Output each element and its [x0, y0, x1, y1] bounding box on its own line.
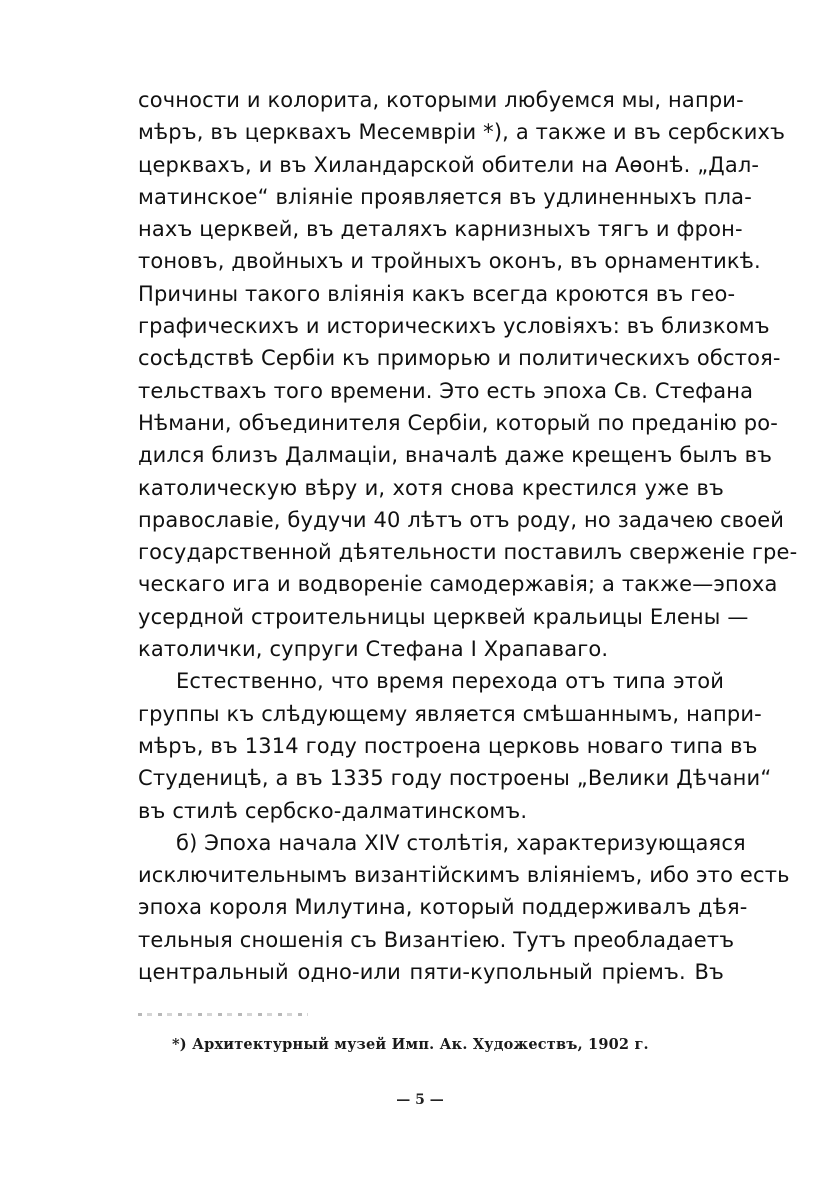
- text-line: б) Эпоха начала XIV столѣтія, характеризующаяся: [176, 830, 746, 855]
- text-line: мѣръ, въ церквахъ Месемвріи *), а также и въ сербскихъ: [138, 120, 786, 145]
- text-line: Естественно, что время перехода отъ типа этой: [176, 669, 724, 694]
- text-line: ческаго ига и водвореніе самодержавія; а также—эпоха: [138, 572, 778, 597]
- text-line: сочности и колорита, которыми любуемся мы, напри-: [138, 88, 744, 112]
- text-line: группы къ слѣдующему является смѣшаннымъ, напри-: [138, 701, 762, 726]
- text-line: тельствахъ того времени. Это есть эпоха Св. Стефана: [138, 378, 754, 403]
- scan-artifact: [138, 1013, 308, 1016]
- text-line: Нѣмани, объединителя Сербіи, который по преданію ро-: [138, 410, 778, 435]
- footnote: *) Архитектурный музей Имп. Ак. Художествъ, 1902 г.: [172, 1036, 649, 1053]
- text-line: эпоха короля Милутина, который поддерживалъ дѣя-: [138, 895, 748, 920]
- text-line: центральный одно-или пяти-купольный пріемъ. Въ: [138, 960, 724, 985]
- text-line: Причины такого вліянія какъ всегда кроются въ гео-: [138, 281, 736, 306]
- text-line: Студеницѣ, а въ 1335 году построены „Велики Дѣчани“: [138, 766, 772, 791]
- body-text: [138, 84, 798, 988]
- text-line: матинское“ вліяніе проявляется въ удлиненныхъ пла-: [138, 184, 752, 209]
- text-line: государственной дѣятельности поставилъ сверженіе гре-: [138, 540, 798, 565]
- text-line: тельныя сношенія съ Византіею. Тутъ преобладаетъ: [138, 927, 735, 952]
- text-line: исключительнымъ византійскимъ вліяніемъ, ибо это есть: [138, 863, 790, 888]
- text-line: усердной строительницы церквей кральицы Елены —: [138, 604, 749, 629]
- text-line: въ стилѣ сербско-далматинскомъ.: [138, 798, 528, 823]
- page-number: — 5 —: [396, 1092, 444, 1108]
- text-line: католички, супруги Стефана I Храпаваго.: [138, 637, 609, 662]
- text-line: графическихъ и историческихъ условіяхъ: въ близкомъ: [138, 314, 770, 339]
- text-line: мѣръ, въ 1314 году построена церковь новаго типа въ: [138, 733, 758, 758]
- text-line: православіе, будучи 40 лѣтъ отъ роду, но задачею своей: [138, 507, 785, 532]
- text-line: тоновъ, двойныхъ и тройныхъ оконъ, въ орнаментикѣ.: [138, 249, 761, 274]
- text-line: католическую вѣру и, хотя снова крестился уже въ: [138, 475, 724, 500]
- text-line: церквахъ, и въ Хиландарской обители на Аѳонѣ. „Дал-: [138, 152, 760, 177]
- text-line: дился близъ Далмаціи, вначалѣ даже крещенъ былъ въ: [138, 443, 773, 468]
- text-line: сосѣдствѣ Сербіи къ приморью и политическихъ обстоя-: [138, 346, 781, 371]
- text-line: нахъ церквей, въ деталяхъ карнизныхъ тягъ и фрон-: [138, 217, 743, 242]
